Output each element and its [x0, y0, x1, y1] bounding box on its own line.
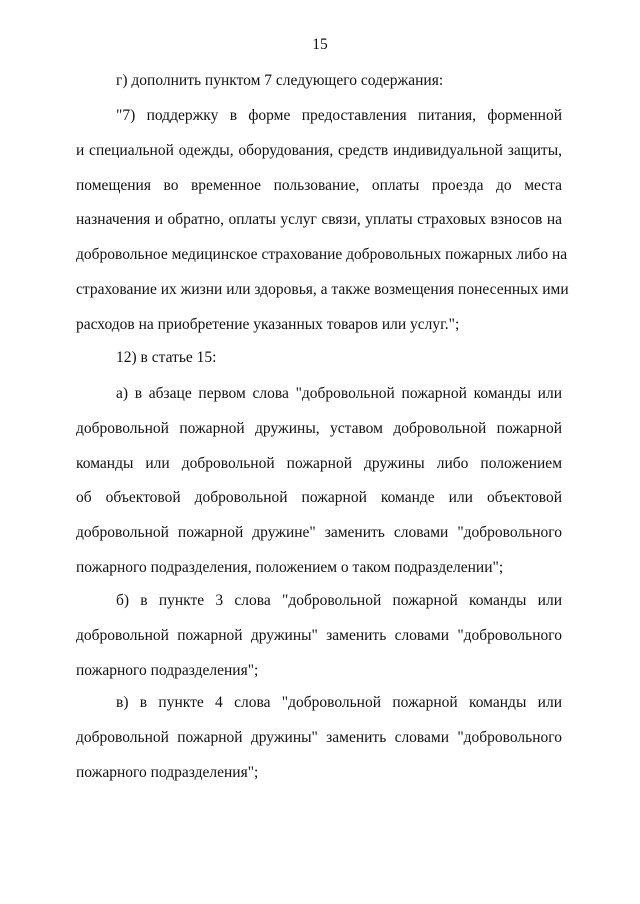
text-line: об объектовой добровольной пожарной команде или объектовой [76, 489, 562, 507]
paragraph-item-g [76, 70, 562, 105]
paragraph-item-b [76, 590, 562, 694]
text-line: г) дополнить пунктом 7 следующего содержания: [116, 72, 444, 89]
text-line: а) в абзаце первом слова "добровольной пожарной команды или [116, 385, 562, 402]
text-line: страхование их жизни или здоровья, а также возмещения понесенных ими [76, 280, 569, 298]
text-line: пожарного подразделения"; [76, 763, 259, 781]
paragraph-point-7 [76, 105, 569, 349]
text-line: добровольное медицинское страхование добровольных пожарных либо на [76, 246, 568, 264]
text-line: добровольной пожарной дружине" заменить словами "добровольного [76, 524, 562, 542]
text-line: пожарного подразделения, положением о таком подразделении"; [76, 558, 504, 576]
paragraph-item-a [76, 383, 562, 592]
page-number: 15 [312, 36, 328, 53]
text-line: "7) поддержку в форме предоставления питания, форменной [116, 107, 562, 124]
text-line: команды или добровольной пожарной дружины либо положением [76, 454, 562, 472]
paragraph-item-v [76, 692, 562, 796]
text-line: помещения во временное пользование, оплаты проезда до места [76, 176, 562, 194]
text-line: и специальной одежды, оборудования, средств индивидуальной защиты, [76, 141, 562, 159]
text-line: б) в пункте 3 слова "добровольной пожарной команды или [116, 592, 562, 609]
paragraph-item-12 [76, 347, 562, 382]
text-line: 12) в статье 15: [116, 349, 217, 366]
text-line: в) в пункте 4 слова "добровольной пожарной команды или [116, 694, 562, 711]
text-line: назначения и обратно, оплаты услуг связи, уплаты страховых взносов на [76, 211, 562, 229]
text-line: расходов на приобретение указанных товаров или услуг."; [76, 315, 460, 333]
text-line: добровольной пожарной дружины" заменить словами "добровольного [76, 626, 562, 644]
text-line: пожарного подразделения"; [76, 661, 259, 679]
text-line: добровольной пожарной дружины" заменить словами "добровольного [76, 728, 562, 746]
text-line: добровольной пожарной дружины, уставом добровольной пожарной [76, 419, 562, 437]
